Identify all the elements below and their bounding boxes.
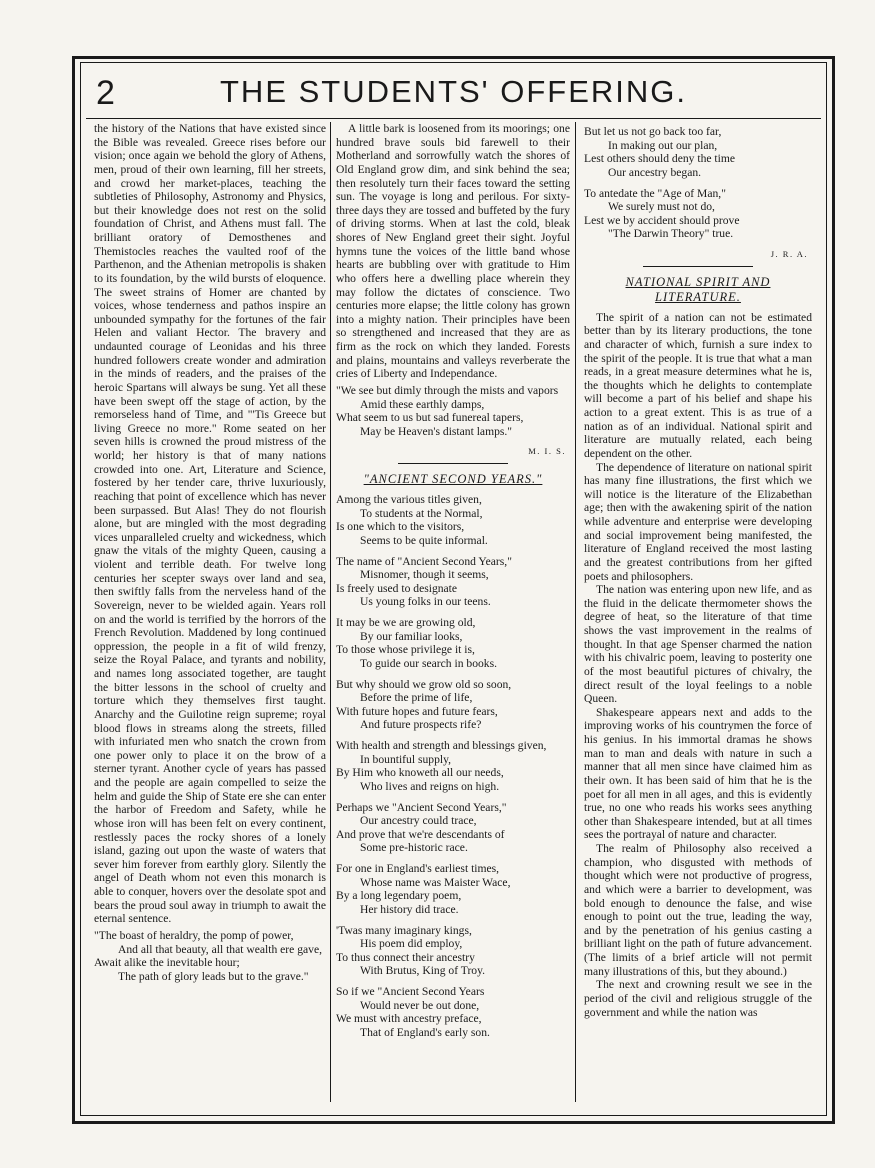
poem-stanza [336,384,570,439]
article-paragraph: Shakespeare appears next and adds to the improving works of his countrymen the force of his genius. In his immortal dramas he shows man to man and deals with nature in such a manner that all men since have claimed him as their own. It has been said of him that he is the poet for all men in all ages, and this is evidently true, no one who reads his works sees anything other than Shakespeare intended, but at all times sees the portrayal of nature and character. [584,705,812,842]
poem-line: With future hopes and future fears, [336,704,498,718]
poem-line: Whose name was Maister Wace, [360,875,511,889]
article-paragraph: the history of the Nations that have existed since the Bible was revealed. Greece rises before our vision; once again we behold the glory of Athens, men, proud of their own learning, fill her streets, and crowd her market-places, teaching the subtleties of Philosophy, Astronomy and Physics, but their knowledge does not rest on the solid foundation of Christ, and Athens must fall. The brilliant oratory of Demosthenes and Themistocles reaches the vaulted roof of the Parthenon, and the Athenian metropolis is shaken to its foundation, by the wild bursts of eloquence. The sweet strains of Homer are chanted by voices, whose tenderness and pathos inspire an unbounded sympathy for the fortunes of the fair Helen and valiant Hector. The bravery and undaunted courage of Leonidas and his three hundred followers create wonder and admiration in the minds of readers, and the praises of the heroic Spartans will always be sung. Yet all these have been swept off the stage of action, by the remorseless hand of Time, and "'Tis Greece but living Greece no more." Rome seated on her seven hills is crowned the proud mistress of the world; her history is that of many nations crowded into one. Art, Literature and Science, fostered by her tender care, thrive luxuriously, reaching that point of excellence which has never been surpassed. But Alas! They do not flourish alone, but are mingled with the most degrading vices unparalleled cruelty and wickedness, which gnaw the vitals of the mighty Queen, causing a violent and terrible death. For twelve long centuries her scepter sways over land and sea, then swiftly falls from the nerveless hand of the Sovereign, never to be wielded again. Years roll on and the world is terrified by the horrors of the French Revolution. Maddened by long continued oppression, the people in a fit of wild frenzy, seize the Royal Palace, and tyrants and nobility, and names long associated together, are taught the bitter lessons in the school of cruelty and torture which they themselves first taught. Anarchy and the Guilotine reign supreme; royal blood flows in streams along the streets, filled with infuriated men who snatch the crown from one power only to place it on the brow of a sterner tyrant. Another cycle of years has passed and the people are again compelled to seize the helm and guide the Ship of State ere she can enter the harbor of Freedom and Safety, while he whose iron will has been felt on every continent, restlessly paces the rocky shores of a lonely island, gazing out upon the waste of waters that sever him forever from earthly glory. Silently the angel of Death whom not even this monarch is able to conquer, hovers over the desolate spot and bears the proud soul away in triumph to await the eternal sentence. [94,122,326,926]
poem-line: The name of "Ancient Second Years," [336,554,512,568]
column-divider [330,122,331,1102]
page-header [82,66,825,116]
poem-line: And future prospects rife? [360,718,482,732]
section-heading-text: NATIONAL SPIRIT AND LITERATURE. [625,274,771,304]
poem-quote [94,929,326,984]
poem-stanza [336,739,570,794]
poem-line: That of England's early son. [360,1025,490,1039]
column-3 [584,122,812,1019]
poem-line: But why should we grow old so soon, [336,677,512,691]
poem-line: So if we "Ancient Second Years [336,985,485,998]
poem-line: Is one which to the visitors, [336,520,465,534]
section-heading [584,275,812,305]
poem-line: Our ancestry began. [608,165,702,179]
poem-line: We must with ancestry preface, [336,1012,482,1026]
poem-line: Before the prime of life, [360,691,473,705]
poem-stanza [336,801,570,856]
poem-line: With Brutus, King of Troy. [360,964,486,978]
poem-line: And all that beauty, all that wealth ere gave, [118,942,322,956]
poem-line: What seem to us but sad funereal tapers, [336,411,524,425]
column-divider [575,122,576,1102]
section-heading [336,472,570,487]
poem-stanza [336,862,570,917]
section-heading-text: "ANCIENT SECOND YEARS." [363,472,543,486]
poem-line: Seems to be quite informal. [360,533,488,547]
poem-line: Misnomer, though it seems, [360,568,489,582]
poem-line: The path of glory leads but to the grave." [118,969,309,983]
poem-line: To thus connect their ancestry [336,950,475,964]
poem-line: His poem did employ, [360,937,463,951]
poem-line: Her history did trace. [360,902,459,916]
poem [584,125,812,241]
section-rule [643,266,753,267]
poem-line: Our ancestry could trace, [360,814,477,828]
poem-line: For one in England's earliest times, [336,862,500,875]
poem-stanza [584,125,812,180]
poem-line: By Him who knoweth all our needs, [336,766,504,780]
poem-line: Lest others should deny the time [584,152,736,166]
poem-stanza [336,678,570,733]
poem-line: Lest we by accident should prove [584,213,740,227]
poem-line: Is freely used to designate [336,581,458,595]
poem-quote [336,384,570,439]
poem-line: Us young folks in our teens. [360,595,491,609]
poem-line: We surely must not do, [608,200,715,214]
poem-line: "The Darwin Theory" true. [608,227,734,241]
poem-line: With health and strength and blessings given, [336,739,547,752]
poem-line: Who lives and reigns on high. [360,779,500,793]
author-signature: M. I. S. [528,446,566,457]
poem-line: May be Heaven's distant lamps." [360,424,513,438]
author-signature: J. R. A. [770,249,808,259]
poem-line: Await alike the inevitable hour; [94,956,240,970]
article-body [584,311,812,1020]
poem-line: "The boast of heraldry, the pomp of power, [94,928,294,942]
poem [336,493,570,1040]
poem-line: Amid these earthly damps, [360,397,485,411]
column-2 [336,122,570,1047]
poem-stanza [336,555,570,610]
poem-line: In bountiful supply, [360,752,452,766]
poem-line: And prove that we're descendants of [336,827,505,841]
poem-line: To antedate the "Age of Man," [584,186,726,200]
section-rule [398,463,508,464]
poem-stanza [94,929,326,984]
article-paragraph: The realm of Philosophy also received a champion, who disgusted with methods of thought which were not productive of progress, and which were a barrier to development, was bold enough to denounce the false, and wise enough to point out the true, leading the way, and by the penetration of his genius casting a brilliant light on the path of future advancement. (The limits of a brief article will not permit many illustrations of this, but they abound.) [584,842,812,978]
column-1 [94,122,326,990]
article-paragraph: The spirit of a nation can not be estimated better than by its literary productions, the tone and character of which, furnish a sure index to the spirit of the people. It is true that what a man reads, in a great measure determines what he is, the thoughts which he delights to contemplate will become a part of his belief and shape his action to a great extent. This is as true of a nation as of an individual. National spirit and literature are mutually related, each being dependent on the other. [584,310,812,460]
article-paragraph: The next and crowning result we see in the period of the civil and religious struggle of the government and while the nation was [584,978,812,1019]
poem-line: To students at the Normal, [360,506,483,520]
poem-line: Would never be out done, [360,998,480,1012]
poem-line: Perhaps we "Ancient Second Years," [336,800,507,814]
article-paragraph: A little bark is loosened from its moorings; one hundred brave souls bid farewell to their Motherland and sorrowfully watch the shores of Old England grow dim, and sink behind the sea; then resolutely turn their faces toward the setting sun. The voyage is long and perilous. For sixty-three days they are tossed and buffeted by the fury of driving storms. When at last the cold, bleak shores of New England greet their sight. Joyful hymns tune the voices of the little band whose hearts are bubbling over with gratitude to Him who offers here a dwelling place wherein they may follow the dictates of conscience. Two centuries more elapse; the little colony has grown into a mighty nation. Their principles have been so strengthened and increased that they are as firm as the rock on which they landed. Forests and plains, mountains and valleys reverberate the cries of Liberty and Independance. [336,122,570,381]
page-number: 2 [96,74,115,112]
header-rule [86,118,821,119]
poem-line: Some pre-historic race. [360,841,468,855]
poem-stanza [336,493,570,548]
poem-stanza [336,985,570,1040]
article-paragraph: The dependence of literature on national spirit has many fine illustrations, the first which we will notice is the literature of the Elizabethan age; then with the awakening spirit of the nation while adventure and enterprise were developing and social improvement being manifested, the literature of England received the most lasting and the greatest contributions from her gifted poets and philosophers. [584,460,812,583]
poem-stanza [336,616,570,671]
article-paragraph: The nation was entering upon new life, and as the fluid in the delicate thermometer shows the degree of heat, so the literature of that time shows the vast improvement in the realms of thought. In that age Spenser charmed the nation with his chivalric poem, leaving to posterity one of the most beautiful pictures of chivalry, the direct result of the loyal feelings to a noble Queen. [584,583,812,706]
poem-line: But let us not go back too far, [584,125,722,138]
poem-stanza [584,187,812,242]
poem-line: To those whose privilege it is, [336,643,475,657]
poem-line: By a long legendary poem, [336,889,462,903]
newspaper-title: THE STUDENTS' OFFERING. [220,74,687,109]
poem-stanza [336,924,570,979]
poem-line: To guide our search in books. [360,656,497,670]
poem-line: In making out our plan, [608,138,718,152]
poem-line: It may be we are growing old, [336,616,476,629]
poem-line: "We see but dimly through the mists and vapors [336,383,559,397]
poem-line: By our familiar looks, [360,629,463,643]
poem-line: Among the various titles given, [336,493,482,506]
poem-line: 'Twas many imaginary kings, [336,923,472,937]
